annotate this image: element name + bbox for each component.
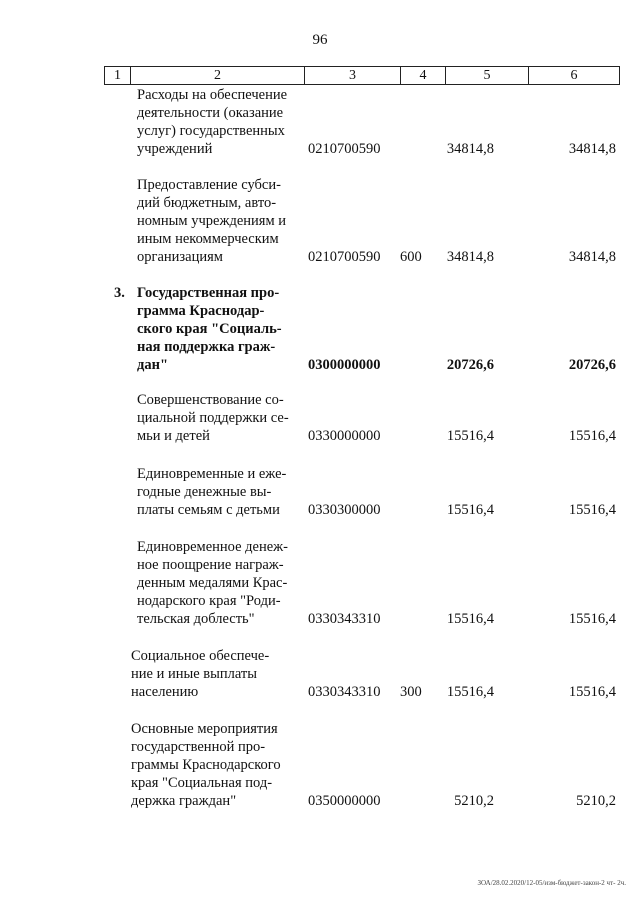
row-type: 300 (400, 684, 422, 700)
row-value-col6: 15516,4 (568, 502, 616, 518)
row-value-col5: 5210,2 (454, 793, 494, 809)
row-type: 600 (400, 249, 422, 265)
row-code: 0300000000 (308, 357, 381, 373)
table-header (104, 66, 620, 85)
row-code: 0210700590 (308, 249, 381, 265)
row-description: Совершенствование со- циальной поддержки се- мьи и детей (137, 392, 289, 444)
row-code: 0350000000 (308, 793, 381, 809)
row-code: 0330000000 (308, 428, 381, 444)
row-description: Социальное обеспече- ние и иные выплаты населению (131, 648, 270, 700)
row-code: 0330300000 (308, 502, 381, 518)
row-description: Основные мероприятия государственной про- граммы Краснодарского края "Социальная под- держка граждан" (131, 721, 281, 809)
header-col-5: 5 (446, 67, 529, 84)
row-value-col6: 34814,8 (568, 141, 616, 157)
row-value-col5: 15516,4 (446, 611, 494, 627)
row-description: Расходы на обеспечение деятельности (оказание услуг) государственных учреждений (137, 87, 288, 157)
row-description: Единовременные и еже- годные денежные вы- платы семьям с детьми (137, 466, 287, 518)
row-value-col6: 20726,6 (568, 357, 616, 373)
row-description: Государственная про- грамма Краснодар- ского края "Социаль- ная поддержка граж- дан" (137, 285, 282, 373)
row-description: Предоставление субси- дий бюджетным, авто- номным учреждениям и иным некоммерческим организациям (137, 177, 287, 265)
row-value-col6: 34814,8 (568, 249, 616, 265)
row-value-col5: 15516,4 (446, 502, 494, 518)
header-col-4: 4 (401, 67, 446, 84)
header-col-6: 6 (570, 68, 578, 83)
row-code: 0210700590 (308, 141, 381, 157)
row-value-col5: 15516,4 (446, 428, 494, 444)
row-code: 0330343310 (308, 611, 381, 627)
row-number: 3. (114, 285, 125, 301)
header-col-1: 1 (105, 67, 131, 84)
row-value-col6: 15516,4 (568, 684, 616, 700)
header-col-3: 3 (305, 67, 401, 84)
row-value-col6: 15516,4 (568, 611, 616, 627)
header-col-2: 2 (131, 67, 305, 84)
footer-note: ЗОА/28.02.2020/12-05/изм-бюджет-закон-2 чт- 2ч. (477, 879, 626, 887)
page-number: 96 (312, 32, 328, 48)
row-code: 0330343310 (308, 684, 381, 700)
row-description: Единовременное денеж- ное поощрение награж- денным медалями Крас- нодарского края "Роди- тельская доблесть" (137, 539, 289, 627)
row-value-col6: 5210,2 (576, 793, 616, 809)
row-value-col5: 20726,6 (446, 357, 494, 373)
row-value-col5: 34814,8 (446, 249, 494, 265)
row-value-col6: 15516,4 (568, 428, 616, 444)
row-value-col5: 34814,8 (446, 141, 494, 157)
row-value-col5: 15516,4 (446, 684, 494, 700)
